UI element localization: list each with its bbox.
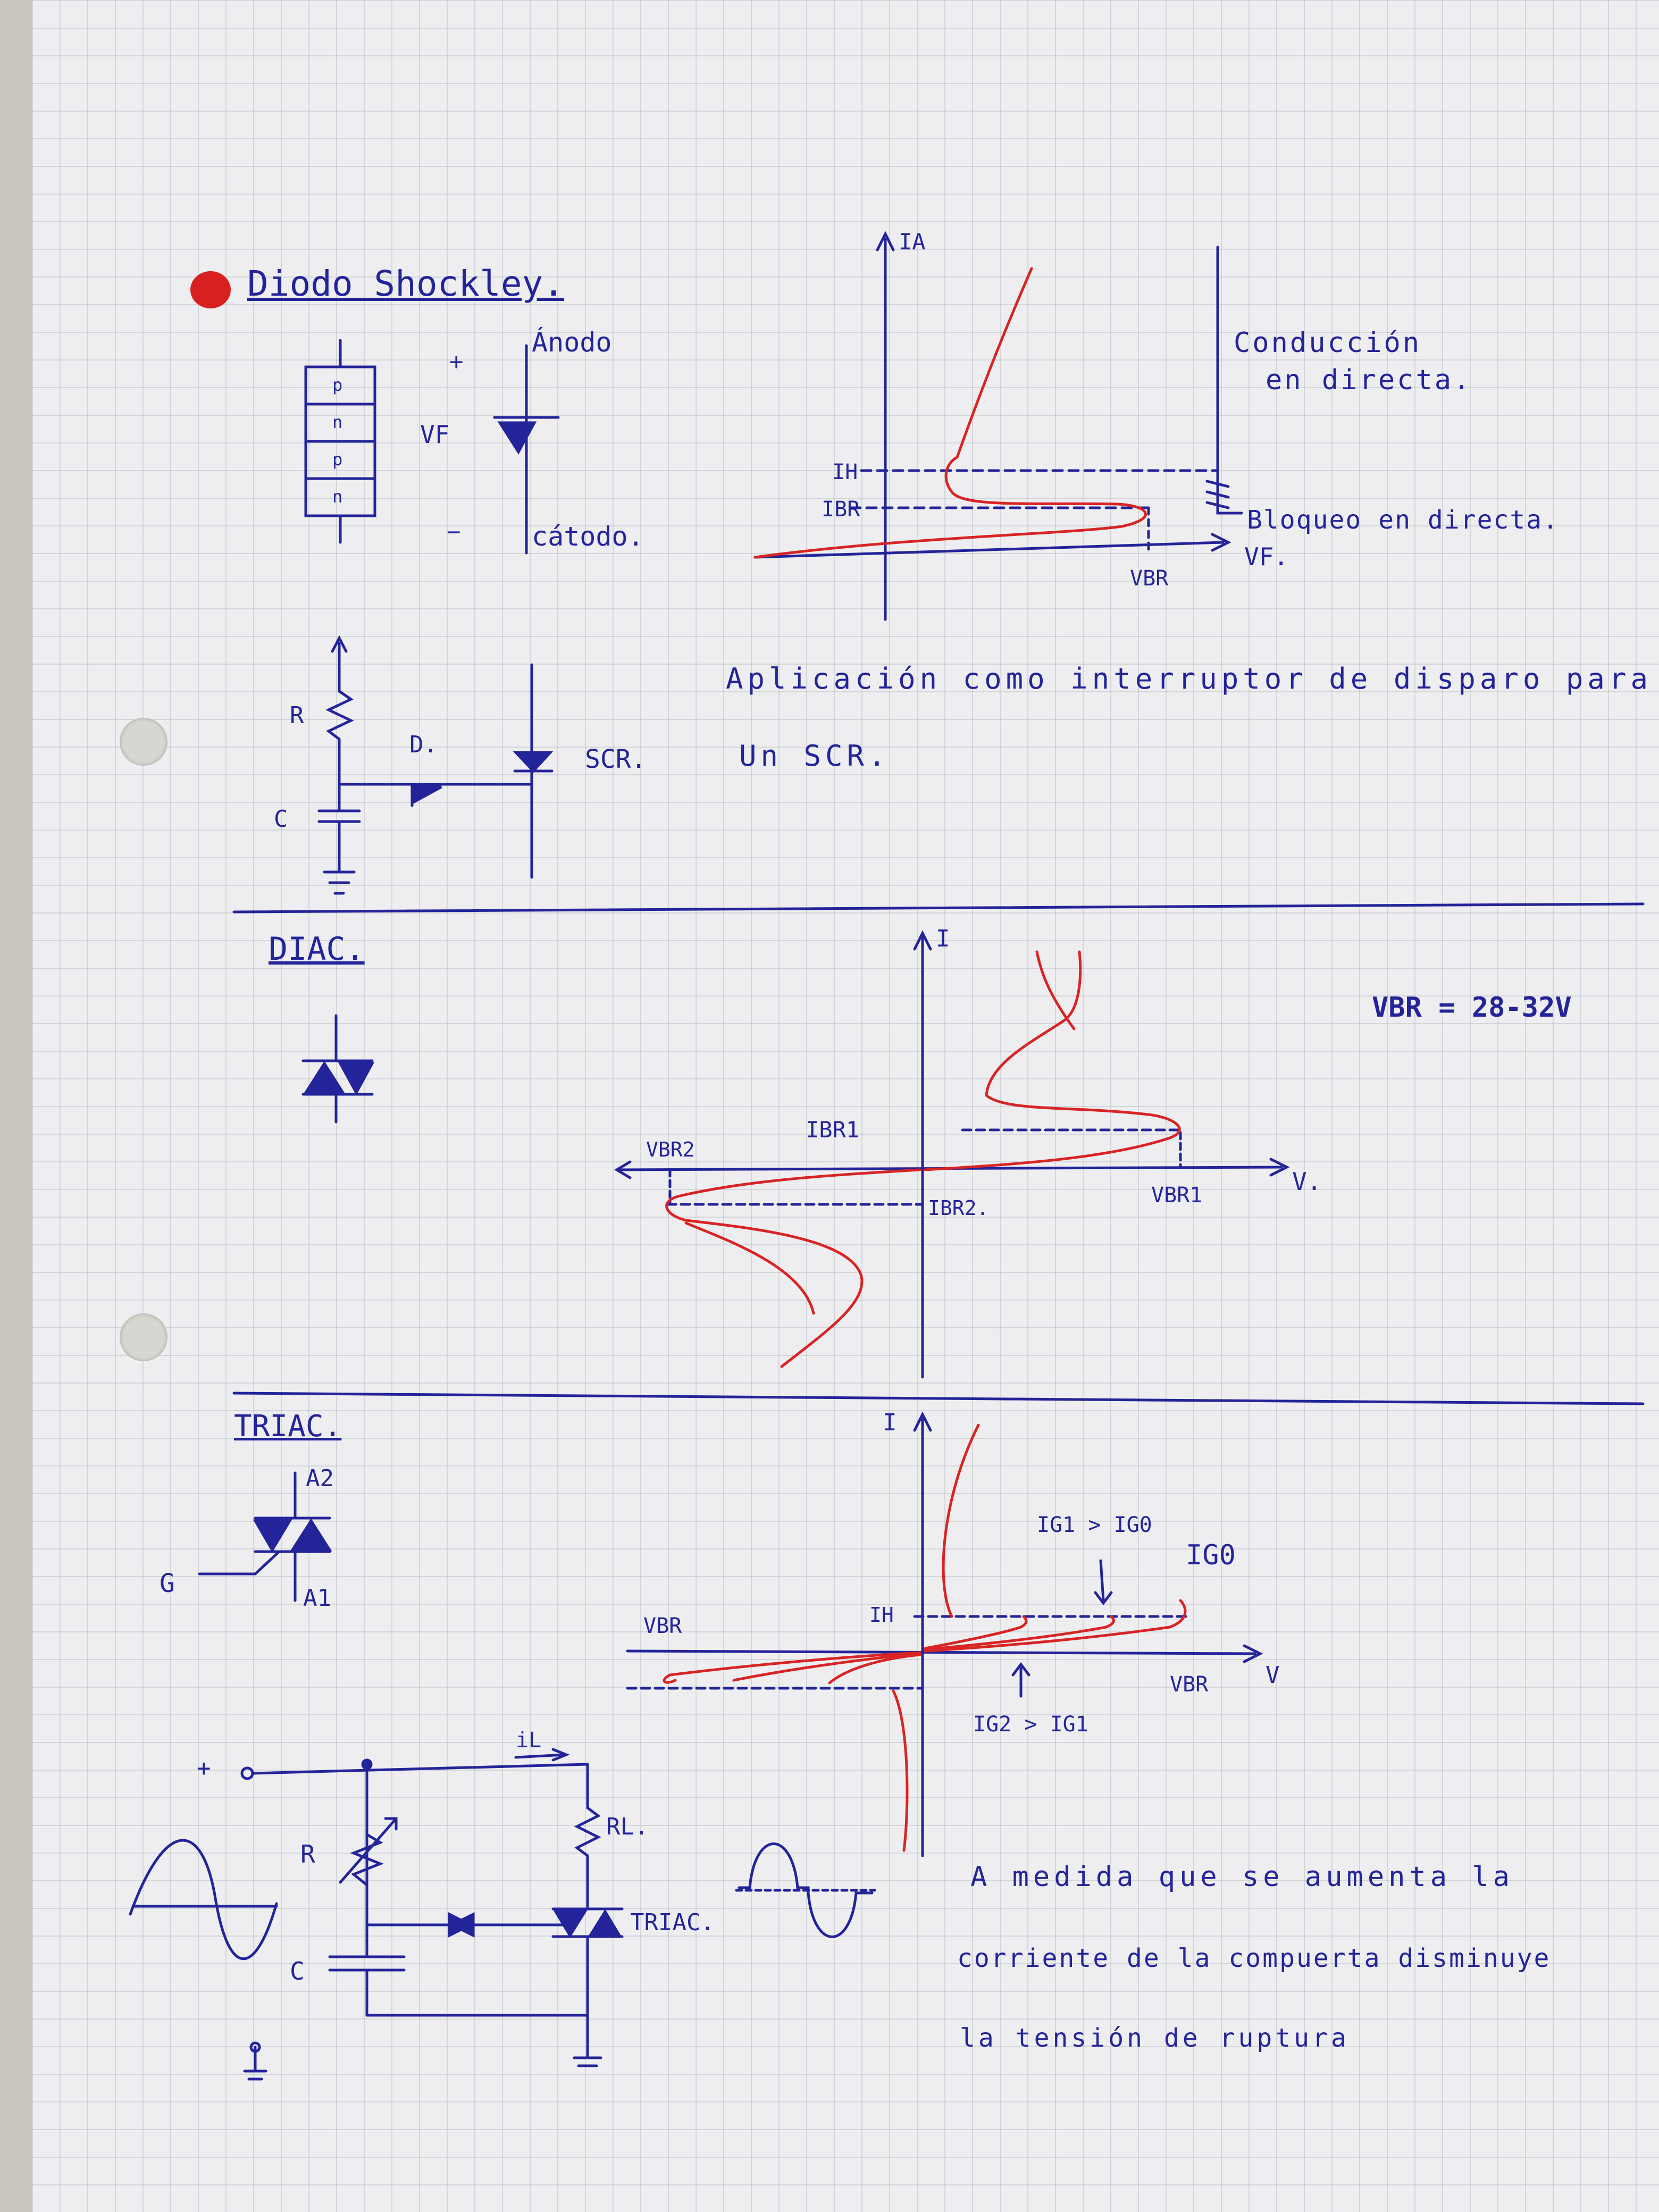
triac-x-label: V — [1266, 1662, 1280, 1689]
resistor-label: R — [290, 702, 304, 729]
application-text-2: Un SCR. — [739, 739, 890, 773]
triac-graph-axes — [627, 1414, 1260, 1856]
scr-label: SCR. — [585, 744, 647, 774]
diac-ibr1-label: IBR1 — [806, 1117, 860, 1143]
capacitor-label: C — [290, 1957, 305, 1985]
supply-plus-label: + — [197, 1755, 211, 1782]
diac-graph-axes — [617, 933, 1287, 1377]
diac-curve-left — [667, 1170, 920, 1367]
divider-line — [234, 1393, 1643, 1404]
load-current-label: iL — [516, 1728, 542, 1753]
diac-ibr2-label: IBR2. — [928, 1196, 989, 1220]
triac-control-circuit — [242, 1749, 622, 2079]
application-text-1: Aplicación como interruptor de disparo para — [726, 662, 1652, 696]
pot-resistor-label: R — [300, 1840, 315, 1869]
sine-wave — [130, 1840, 276, 1959]
diac-y-label: I — [936, 925, 950, 952]
shockley-graph-axes — [755, 234, 1242, 619]
layer-label: n — [332, 412, 343, 432]
triac-symbol — [199, 1473, 330, 1601]
cathode-label: cátodo. — [532, 521, 644, 552]
shockley-trigger-circuit — [319, 638, 552, 893]
diode-label: D. — [409, 731, 438, 758]
blocking-label: Bloqueo en directa. — [1247, 505, 1560, 535]
vf-label: VF — [420, 420, 450, 449]
triac-ig2-label: IG2 > IG1 — [973, 1712, 1088, 1737]
ih-label: IH — [832, 460, 858, 484]
minus-sign: − — [447, 518, 461, 546]
ibr-label: IBR — [822, 497, 860, 522]
vbr-label: VBR — [1130, 566, 1169, 591]
conduction-label: Conducción — [1234, 327, 1422, 359]
anode-label: Ánodo — [532, 327, 612, 358]
triac-vbr-right-label: VBR — [1170, 1672, 1209, 1697]
diac-vbr2-label: VBR2 — [646, 1138, 695, 1161]
graph-y-label: IA — [899, 229, 926, 255]
diac-vbr1-label: VBR1 — [1151, 1183, 1203, 1208]
red-bullet-marker — [190, 271, 231, 308]
diac-title: DIAC. — [269, 931, 365, 968]
layer-label: p — [332, 449, 343, 470]
shockley-iv-curve — [755, 269, 1145, 557]
load-resistor-label: RL. — [606, 1813, 649, 1840]
triac-note-3: la tensión de ruptura — [960, 2023, 1350, 2053]
triac-ig1-label: IG1 > IG0 — [1037, 1513, 1152, 1537]
triac-title: TRIAC. — [234, 1409, 342, 1444]
triac-y-label: I — [883, 1409, 897, 1436]
triac-curve-upper — [943, 1425, 978, 1616]
graph-x-label: VF. — [1244, 542, 1289, 571]
plus-sign: + — [449, 348, 464, 375]
triac-note-2: corriente de la compuerta disminuye — [957, 1943, 1551, 1973]
triac-curve-ig0 — [925, 1601, 1185, 1651]
triac-curve-lower — [893, 1691, 907, 1850]
triac-ig0-label: IG0 — [1186, 1539, 1236, 1571]
capacitor-label: C — [274, 806, 288, 833]
diac-x-label: V. — [1292, 1167, 1322, 1196]
triac-note-1: A medida que se aumenta la — [970, 1861, 1514, 1893]
layer-label: p — [332, 375, 343, 395]
triac-gate-label: G — [160, 1569, 175, 1598]
diac-curve-right — [925, 952, 1179, 1170]
divider-line — [234, 904, 1643, 912]
triac-device-label: TRIAC. — [630, 1909, 715, 1936]
shockley-layer-block — [306, 340, 375, 542]
shockley-title: Diodo Shockley. — [247, 263, 565, 304]
triac-a2-label: A2 — [306, 1465, 334, 1492]
diac-symbol — [303, 1016, 372, 1122]
triac-a1-label: A1 — [303, 1585, 331, 1612]
diac-vbr-range: VBR = 28-32V — [1372, 992, 1572, 1024]
conduction-label-2: en directa. — [1266, 364, 1472, 396]
triac-vbr-left-label: VBR — [643, 1614, 682, 1638]
triac-ih-label: IH — [869, 1603, 894, 1627]
layer-label: n — [332, 487, 343, 507]
